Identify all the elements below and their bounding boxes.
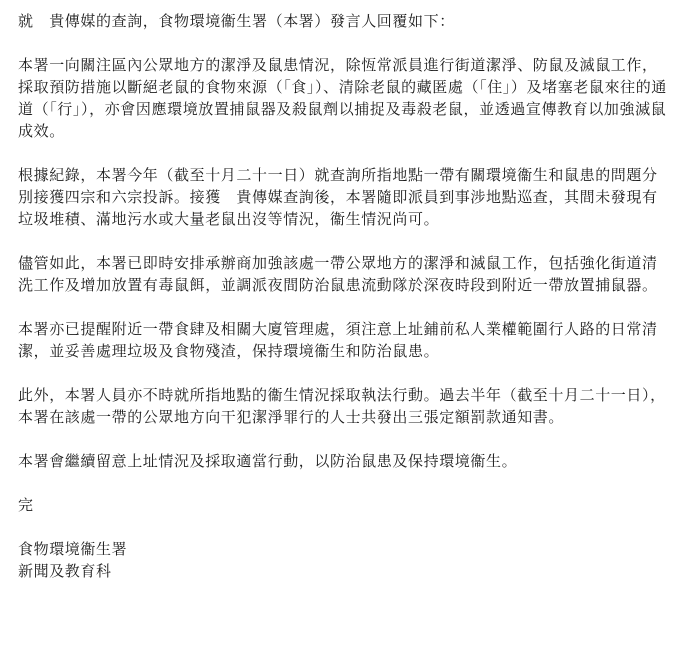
paragraph-gap [18,230,668,252]
paragraph-6: 本署會繼續留意上址情況及採取適當行動，以防治鼠患及保持環境衞生。 [18,452,518,470]
paragraph-5: 此外，本署人員亦不時就所指地點的衞生情況採取執法行動。過去半年（截至十月二十一日），本署在該處一帶的公眾地方向干犯潔淨罪行的人士共發出三張定額罰款通知書。 [18,386,666,426]
paragraph-gap [18,428,668,450]
signoff-block [18,538,668,582]
paragraph-3: 儘管如此，本署已即時安排承辦商加強該處一帶公眾地方的潔淨和滅鼠工作，包括強化街道清洗工作及增加放置有毒鼠餌，並調派夜間防治鼠患流動隊於深夜時段到附近一帶放置捕鼠器。 [18,254,658,294]
paragraph-gap [18,362,668,384]
paragraph-1: 本署一向關注區內公眾地方的潔淨及鼠患情況，除恆常派員進行街道潔淨、防鼠及滅鼠工作，採取預防措施以斷絕老鼠的食物來源（「食」）、清除老鼠的藏匿處（「住」）及堵塞老鼠來往的通道（「行」），亦會因應環境放置捕鼠器及殺鼠劑以捕捉及毒殺老鼠，並透過宣傳教育以加強滅鼠成效。 [18,56,667,140]
paragraph-gap [18,296,668,318]
intro-line: 就 貴傳媒的查詢，食物環境衞生署（本署）發言人回覆如下： [18,12,455,30]
paragraph-4: 本署亦已提醒附近一帶食肆及相關大廈管理處，須注意上址鋪前私人業權範圍行人路的日常清潔，並妥善處理垃圾及食物殘渣，保持環境衞生和防治鼠患。 [18,320,658,360]
paragraph-gap [18,516,668,538]
paragraph-gap [18,32,668,54]
signoff-department: 食物環境衞生署 [18,540,128,558]
paragraph-gap [18,472,668,494]
signoff-section: 新聞及教育科 [18,562,112,580]
paragraph-2: 根據紀錄，本署今年（截至十月二十一日）就查詢所指地點一帶有關環境衞生和鼠患的問題分別接獲四宗和六宗投訴。接獲 貴傳媒查詢後，本署隨即派員到事涉地點巡查，其間未發現有垃圾堆積、滿地污水或大量老鼠出沒等情況，衞生情況尚可。 [18,166,658,228]
paragraph-gap [18,142,668,164]
press-reply-document [18,10,668,582]
end-mark: 完 [18,496,34,514]
